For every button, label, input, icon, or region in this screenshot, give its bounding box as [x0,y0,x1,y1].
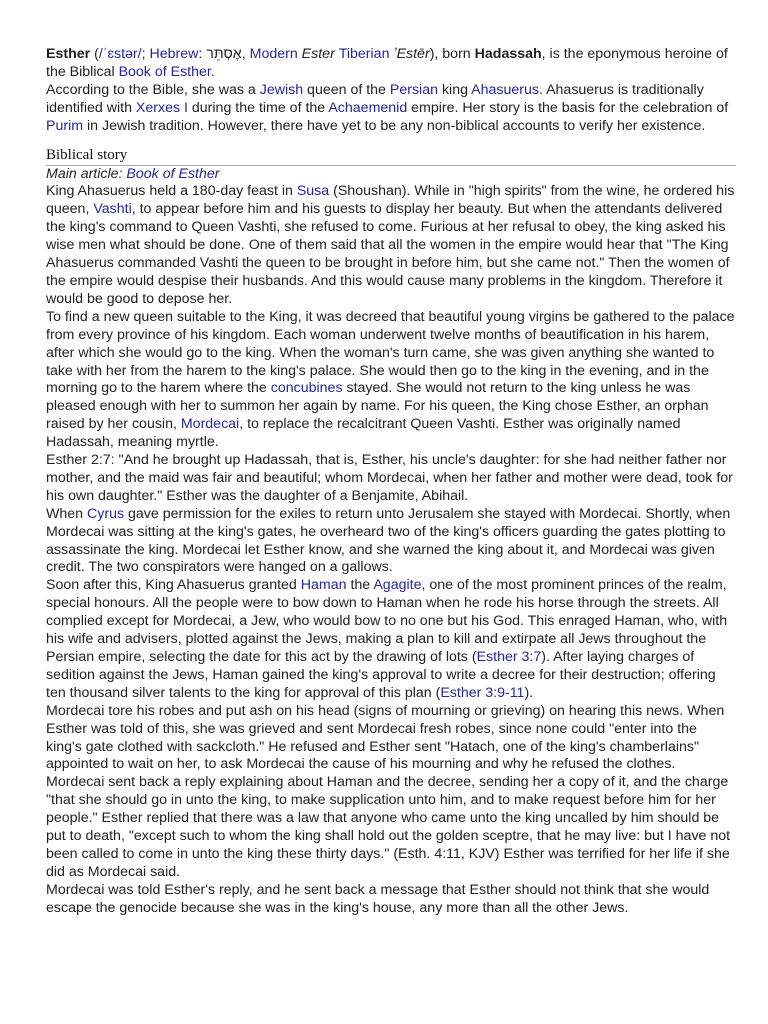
agagite-link[interactable]: Agagite [373,577,422,594]
story-paragraph-4 [46,506,736,578]
text-span: ). After laying charges of sedition against the Jews, Haman gained the king's approval to write a decree for their destruction; offering ten thousand silver talents to the king for approval of this plan ( [46,649,716,701]
birth-name: Hadassah [474,46,542,62]
hebrew-link[interactable]: Hebrew [149,46,199,62]
text-span: king [438,81,472,98]
text-span: queen of the [303,81,390,98]
text-span: ; [141,46,150,62]
story-paragraph-5 [46,577,736,702]
text-span: Soon after this, King Ahasuerus granted [46,577,301,594]
text-span: empire. Her story is the basis for the celebration of [407,99,729,116]
purim-link[interactable]: Purim [46,117,84,134]
text-span: When [46,505,88,522]
book-of-esther-link[interactable]: Book of Esther [118,63,211,80]
xerxes-link[interactable]: Xerxes I [135,99,188,116]
esther-3-9-11-link[interactable]: Esther 3:9-11 [440,684,525,701]
article-body [46,46,736,918]
tiberian-word: ʼEstēr [389,46,430,62]
haman-link[interactable]: Haman [300,577,347,594]
achaemenid-link[interactable]: Achaemenid [328,99,408,116]
ipa-link[interactable]: /ˈɛstər/ [98,46,142,62]
hebrew-text: : אֶסְתֵּר, [198,46,250,62]
jewish-link[interactable]: Jewish [259,81,304,98]
text-span: ). [524,684,534,701]
mordecai-link[interactable]: Mordecai [180,416,240,433]
intro-paragraph-1 [46,46,736,82]
story-paragraph-6 [46,703,736,882]
text-span: , one of the most prominent princes of the realm, special honours. All the people were to bow down to Haman when he rode his horse through the streets. All complied except for Mordecai, a Jew, who would bow to no one but his God. This enraged Haman, who, with his wife and advisers, plotted against the Jews, making a plan to kill and extirpate all Jews throughout the Persian empire, selecting the date for this act by the drawing of lots ( [46,577,728,665]
text-span: Mordecai tore his robes and put ash on his head (signs of mourning or grieving) on hearing this news. When Esther was told of this, she was grieved and sent Mordecai fresh robes, since none could "enter into the king's gate clothed with sackcloth." He refused and Esther sent "Hatach, one of the king's chamberlains" appointed to wait on her, to ask Mordecai the cause of his mourning and why he refused the clothes. Mordecai sent back a reply explaining about Haman and the decree, sending her a copy of it, and the charge "that she should go in unto the king, to make supplication unto him, and to make request before him for her people." Esther replied that there was a law that anyone who came unto the king uncalled by him should be put to death, "except such to whom the king shall hold out the golden sceptre, that he may live: but I have not been called to come in unto the king these thirty days." (Esth. 4:11, KJV) Esther was terrified for her life if she did as Mordecai said. [46,702,731,880]
text-span: ), born [429,46,475,62]
ahasuerus-link[interactable]: Ahasuerus [471,81,539,98]
text-span: , to replace the recalcitrant Queen Vashti. Esther was originally named Hadassah, meaning myrtle. [46,416,681,451]
text-span: King Ahasuerus held a 180-day feast in [46,183,297,200]
text-span: gave permission for the exiles to return unto Jerusalem she stayed with Mordecai. Shortly, when Mordecai was sitting at the king's gates, he overheard two of the king's officers guarding the gates plotting to assassinate the king. Mordecai let Esther know, and she warned the king about it, and Mordecai was given credit. The two conspirators were hanged on a gallows. [46,505,731,576]
text-span: Mordecai was told Esther's reply, and he sent back a message that Esther should not think that she would escape the genocide because she was in the king's house, any more than all the other Jews. [46,881,710,916]
text-span: stayed. She would not return to the king unless he was pleased enough with her to summon her again by name. For his queen, the King chose Esther, an orphan raised by her cousin, [46,380,709,433]
cyrus-link[interactable]: Cyrus [87,505,125,522]
tiberian-link[interactable]: Tiberian [338,46,390,62]
text-span: in Jewish tradition. However, there have yet to be any non-biblical accounts to verify her existence. [83,117,706,134]
modern-link[interactable]: Modern [249,46,298,62]
hatnote-prefix: Main article: [46,165,127,182]
story-paragraph-2 [46,309,736,452]
esther-3-7-link[interactable]: Esther 3:7 [476,649,542,665]
story-paragraph-1 [46,183,736,308]
susa-link[interactable]: Susa [296,183,330,200]
text-span: , to appear before him and his guests to display her beauty. But when the attendants delivered the king's command to Queen Vashti, she refused to come. Furious at her refusal to obey, the king asked his wise men what should be done. One of them said that all the women in the empire would hear that "The King Ahasuerus commanded Vashti the queen to be brought in before him, but she came not." Then the women of the empire would despise their husbands. And this would cause many problems in the kingdom. Therefore it would be good to depose her. [46,201,730,307]
vashti-link[interactable]: Vashti [93,201,132,218]
section-heading: Biblical story [46,146,736,166]
text-span: , is the eponymous heroine of the Biblical [46,46,728,80]
text-span: the [346,577,374,594]
persian-link[interactable]: Persian [389,81,438,98]
text-span: To find a new queen suitable to the King, it was decreed that beautiful young virgins be gathered to the palace from every province of his kingdom. Each woman underwent twelve months of beautification in his harem, after which she would go to the king. When the woman's turn came, she was given anything she wanted to take with her from the harem to the king's palace. She would then go to the king in the evening, and in the morning go to the harem where the [46,308,735,397]
intro-paragraph-2 [46,82,736,136]
text-span: . [210,63,215,80]
story-paragraph-7 [46,882,736,918]
text-span: According to the Bible, she was a [46,81,260,98]
text-span: ( [90,46,99,62]
main-article-hatnote [46,166,736,184]
text-span: (Shoushan). While in "high spirits" from the wine, he ordered his queen, [46,183,735,218]
text-span: during the time of the [187,99,329,116]
concubines-link[interactable]: concubines [270,380,343,397]
text-span: . Ahasuerus is traditionally identified with [46,81,704,116]
text-span: Esther 2:7: "And he brought up Hadassah, that is, Esther, his uncle's daughter: for she had neither father nor mother, and the maid was fair and beautiful; whom Mordecai, when her father and mother were dead, took for his own daughter." Esther was the daughter of a Benjamite, Abihail. [46,452,733,504]
story-paragraph-3 [46,452,736,506]
subject-name: Esther [46,46,91,62]
ester-word: Ester [297,46,339,62]
main-article-link[interactable]: Book of Esther [126,165,220,182]
